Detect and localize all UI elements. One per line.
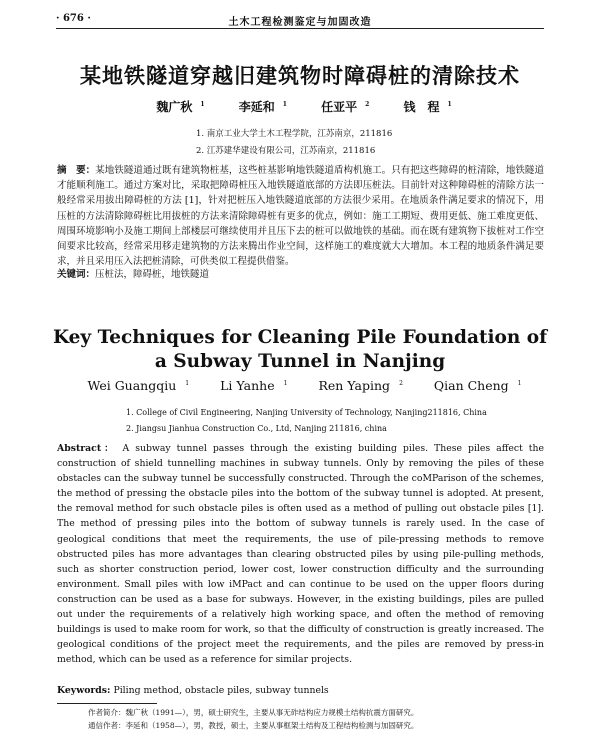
- page-number: · 676 ·: [56, 13, 91, 24]
- en-keywords-label: Keywords:: [57, 685, 111, 696]
- en-abstract-text: A subway tunnel passes through the existing building piles. These piles affect the construction of shield tunnelling machines in subway tunnels. Only by removing the piles of these obstacles can the subway tunnel be successfully constructed. Through the coMParison of the schemes, the method of pressing the obstacle piles into the bottom of the subway tunnel is adopted. At present, the removal method for such obstacle piles is often used as a method of pulling out obstacle piles [1]. The method of pressing piles into the bottom of subway tunnels is rarely used. In the case of geological conditions that meet the requirements, the use of pile-pressing methods to remove obstructed piles has more advantages than clearing obstructed piles by using pile-pulling methods, such as shorter construction period, lower cost, lower construction difficulty and the surrounding environment. Small piles with low iMPact and can continue to be used on the upper floors during construction can be used as a base for subways. However, in the existing buildings, piles are pulled out under the requirements of a relatively high working space, and often the method of removing buildings is used to make room for work, so that the difficulty of construction is greatly increased. The geological conditions of the project meet the requirements, and the piles are removed by press-in method, which can be used as a reference for similar projects.: [57, 443, 544, 666]
- cn-author-affil-mark: 1: [447, 101, 452, 108]
- cn-author-4: [395, 100, 451, 114]
- cn-abstract-text: 某地铁隧道通过既有建筑物桩基，这些桩基影响地铁隧道盾构机施工。只有把这些障碍的桩清除，地铁隧道才能顺利施工。通过方案对比，采取把障碍桩压入地铁隧道底部的方法即压桩法。目前针对这种障碍桩的清除方法一般经常采用拔出障碍桩的方法 [1]，针对把桩压入地铁隧道底部的方法很少采用。在地质条件满足要求的情况下，用压桩的方法清除障碍桩比用拔桩的方法来清除障碍桩有更多的优点，例如：施工工期短、费用更低、施工难度更低、周围环境影响小及施工期间上部楼层可继续使用并且压下去的桩可以做地铁的基础。而在既有建筑物下拔桩对工作空间要求比较高，经常采用移走建筑物的方法来腾出作业空间，这样施工的难度就大大增加。本工程的地质条件满足要求，并且采用压入法把桩清除，可供类似工程提供借鉴。: [57, 165, 544, 268]
- en-author-affil-mark: 2: [399, 379, 403, 387]
- english-authors: [40, 378, 560, 393]
- en-author-affil-mark: 1: [185, 379, 190, 387]
- cn-abstract-label: 摘 要：: [57, 165, 96, 176]
- en-author-name: Qian Cheng: [433, 378, 509, 393]
- cn-author-name: 魏广秋: [156, 100, 193, 114]
- cn-keywords-text: 压桩法，障碍桩，地铁隧道: [95, 269, 210, 280]
- cn-author-1: [148, 100, 204, 114]
- cn-author-name: 任亚平: [321, 100, 358, 114]
- cn-affiliation-2: 2. 江苏建华建设有限公司，江苏南京，211816: [196, 146, 376, 156]
- footnote-corresponding-author: 通信作者：李延和（1958—），男，教授，硕士，主要从事框架土结构及工程结构检测与加固研究。: [88, 721, 419, 730]
- cn-author-name: 钱 程: [403, 100, 440, 114]
- en-author-name: Wei Guangqiu: [87, 378, 177, 393]
- en-author-4: [425, 378, 522, 393]
- en-author-2: [211, 378, 287, 393]
- cn-affiliation-1: 1. 南京工业大学土木工程学院，江苏南京，211816: [196, 129, 393, 139]
- en-author-affil-mark: 1: [517, 379, 522, 387]
- chinese-keywords: [57, 268, 544, 282]
- cn-author-affil-mark: 2: [365, 101, 370, 108]
- en-affiliation-2: 2. Jiangsu Jianhua Construction Co., Ltd, Nanjing 211816, china: [126, 424, 387, 433]
- chinese-abstract: [57, 163, 544, 269]
- cn-keywords-label: 关键词：: [57, 269, 96, 280]
- cn-author-affil-mark: 1: [200, 101, 205, 108]
- en-author-affil-mark: 1: [283, 379, 288, 387]
- cn-author-affil-mark: 1: [282, 101, 287, 108]
- journal-name: 土木工程检测鉴定与加固改造: [228, 17, 372, 28]
- en-keywords-text: Piling method, obstacle piles, subway tunnels: [113, 685, 329, 696]
- chinese-authors: [40, 98, 560, 115]
- footnote-author-bio: 作者简介：魏广秋（1991—），男，硕士研究生，主要从事无砟结构应力规模土结构抗震方面研究。: [88, 708, 419, 717]
- cn-author-name: 李延和: [238, 100, 275, 114]
- en-abstract-label: Abstract：: [57, 443, 117, 454]
- en-author-name: Li Yanhe: [220, 378, 275, 393]
- en-affiliation-1: 1. College of Civil Engineering, Nanjing University of Technology, Nanjing211816, China: [126, 408, 487, 417]
- en-author-1: [79, 378, 190, 393]
- chinese-title: 某地铁隧道穿越旧建筑物时障碍桩的清除技术: [80, 63, 520, 88]
- cn-author-3: [313, 100, 369, 114]
- cn-author-2: [231, 100, 287, 114]
- english-abstract: [57, 441, 544, 667]
- en-author-3: [309, 378, 402, 393]
- running-header: [56, 12, 544, 29]
- english-keywords: [57, 684, 544, 697]
- footnote-divider: [57, 703, 157, 704]
- en-author-name: Ren Yaping: [318, 378, 391, 393]
- english-title: Key Techniques for Cleaning Pile Foundation of a Subway Tunnel in Nanjing: [52, 327, 548, 372]
